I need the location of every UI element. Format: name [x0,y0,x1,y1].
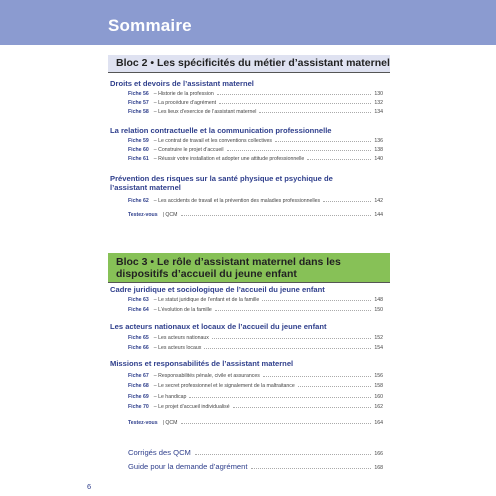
page-ref: 134 [374,109,383,115]
fiche-label: Fiche 56 [128,91,149,97]
toc-entry-text: | QCM [162,420,178,426]
fiche-label: Fiche 69 [128,394,149,400]
toc-entry-text: – Construire le projet d’accueil [153,147,224,153]
toc-row[interactable] [128,295,383,303]
dot-leader [181,215,372,216]
page-ref: 138 [374,147,383,153]
page-ref: 144 [374,212,383,218]
page-ref: 142 [374,198,383,204]
page-number: 6 [87,482,92,491]
fiche-label: Fiche 62 [128,198,149,204]
testez-vous-label: Testez-vous [128,420,158,426]
toc-row[interactable] [128,196,383,204]
fiche-label: Fiche 64 [128,307,149,313]
fiche-label: Fiche 59 [128,138,149,144]
toc-row[interactable] [128,418,383,426]
dot-leader [275,141,371,142]
page-ref: 130 [374,91,383,97]
dot-leader [212,338,371,339]
page-ref: 148 [374,297,383,303]
dot-leader [262,300,371,301]
dot-leader [181,423,372,424]
section-title: La relation contractuelle et la communication professionnelle [110,126,332,135]
fiche-label: Fiche 67 [128,373,149,379]
toc-row[interactable] [128,392,383,400]
dot-leader [195,454,371,455]
page-ref: 166 [374,451,383,457]
page-ref: 154 [374,345,383,351]
fiche-label: Fiche 61 [128,156,149,162]
dot-leader [215,310,372,311]
dot-leader [217,94,372,95]
dot-leader [307,159,371,160]
toc-extra-row[interactable] [128,447,383,457]
page-ref: 132 [374,100,383,106]
toc-entry-text: – Les acteurs nationaux [153,335,209,341]
dot-leader [189,397,371,398]
toc-entry-text: – L’évolution de la famille [153,307,212,313]
section-title: Les acteurs nationaux et locaux de l’accueil du jeune enfant [110,322,327,331]
page-ref: 152 [374,335,383,341]
toc-extra-text: Guide pour la demande d’agrément [128,462,248,471]
toc-row[interactable] [128,402,383,410]
bloc-2-rule [108,72,390,73]
dot-leader [323,201,371,202]
toc-row[interactable] [128,343,383,351]
toc-extra-text: Corrigés des QCM [128,448,191,457]
fiche-label: Fiche 68 [128,383,149,389]
testez-vous-label: Testez-vous [128,212,158,218]
fiche-label: Fiche 60 [128,147,149,153]
dot-leader [263,376,371,377]
dot-leader [204,348,371,349]
toc-row[interactable] [128,305,383,313]
toc-row[interactable] [128,154,383,162]
page-ref: 162 [374,404,383,410]
toc-row[interactable] [128,210,383,218]
page-ref: 156 [374,373,383,379]
fiche-label: Fiche 70 [128,404,149,410]
fiche-label: Fiche 65 [128,335,149,341]
toc-row[interactable] [128,98,383,106]
section-title: Cadre juridique et sociologique de l’accueil du jeune enfant [110,285,325,294]
page-ref: 158 [374,383,383,389]
toc-entry-text: – Réussir votre installation et adopter une attitude professionnelle [153,156,305,162]
dot-leader [227,150,372,151]
page-ref: 164 [374,420,383,426]
toc-row[interactable] [128,381,383,389]
page-ref: 150 [374,307,383,313]
toc-extra-row[interactable] [128,461,383,471]
fiche-label: Fiche 66 [128,345,149,351]
page-ref: 136 [374,138,383,144]
section-title: Missions et responsabilités de l’assistant maternel [110,359,294,368]
page-ref: 140 [374,156,383,162]
toc-entry-text: – La procédure d’agrément [153,100,217,106]
dot-leader [233,407,372,408]
toc-entry-text: – Les acteurs locaux [153,345,202,351]
dot-leader [251,468,371,469]
dot-leader [298,386,372,387]
toc-row[interactable] [128,107,383,115]
toc-entry-text: – Le projet d’accueil individualisé [153,404,230,410]
fiche-label: Fiche 57 [128,100,149,106]
page-ref: 168 [374,465,383,471]
header-band [0,0,496,45]
bloc-3-heading: Bloc 3 • Le rôle d’assistant maternel dans les dispositifs d’accueil du jeune enfant [108,253,390,282]
page-ref: 160 [374,394,383,400]
toc-row[interactable] [128,145,383,153]
toc-entry-text: – Responsabilités pénale, civile et assurances [153,373,260,379]
toc-entry-text: – Le contrat de travail et les conventions collectives [153,138,272,144]
toc-row[interactable] [128,333,383,341]
dot-leader [219,103,371,104]
toc-row[interactable] [128,371,383,379]
toc-entry-text: – Les accidents de travail et la prévention des maladies professionnelles [153,198,321,204]
dot-leader [259,112,371,113]
toc-entry-text: – Historie de la profession [153,91,214,97]
bloc-2-heading: Bloc 2 • Les spécificités du métier d’assistant maternel [108,55,390,72]
toc-entry-text: – Le handicap [153,394,187,400]
toc-row[interactable] [128,136,383,144]
fiche-label: Fiche 63 [128,297,149,303]
page-title: Sommaire [108,16,192,35]
section-title: Prévention des risques sur la santé physique et psychique de l’assistant maternel [110,174,333,192]
toc-row[interactable] [128,89,383,97]
section-title: Droits et devoirs de l’assistant maternel [110,79,254,88]
fiche-label: Fiche 58 [128,109,149,115]
toc-entry-text: – Les lieux d’exercice de l’assistant maternel [153,109,257,115]
bloc-3-rule [108,282,390,283]
toc-entry-text: | QCM [162,212,178,218]
toc-entry-text: – Le secret professionnel et le signalement de la maltraitance [153,383,295,389]
toc-entry-text: – Le statut juridique de l’enfant et de la famille [153,297,260,303]
